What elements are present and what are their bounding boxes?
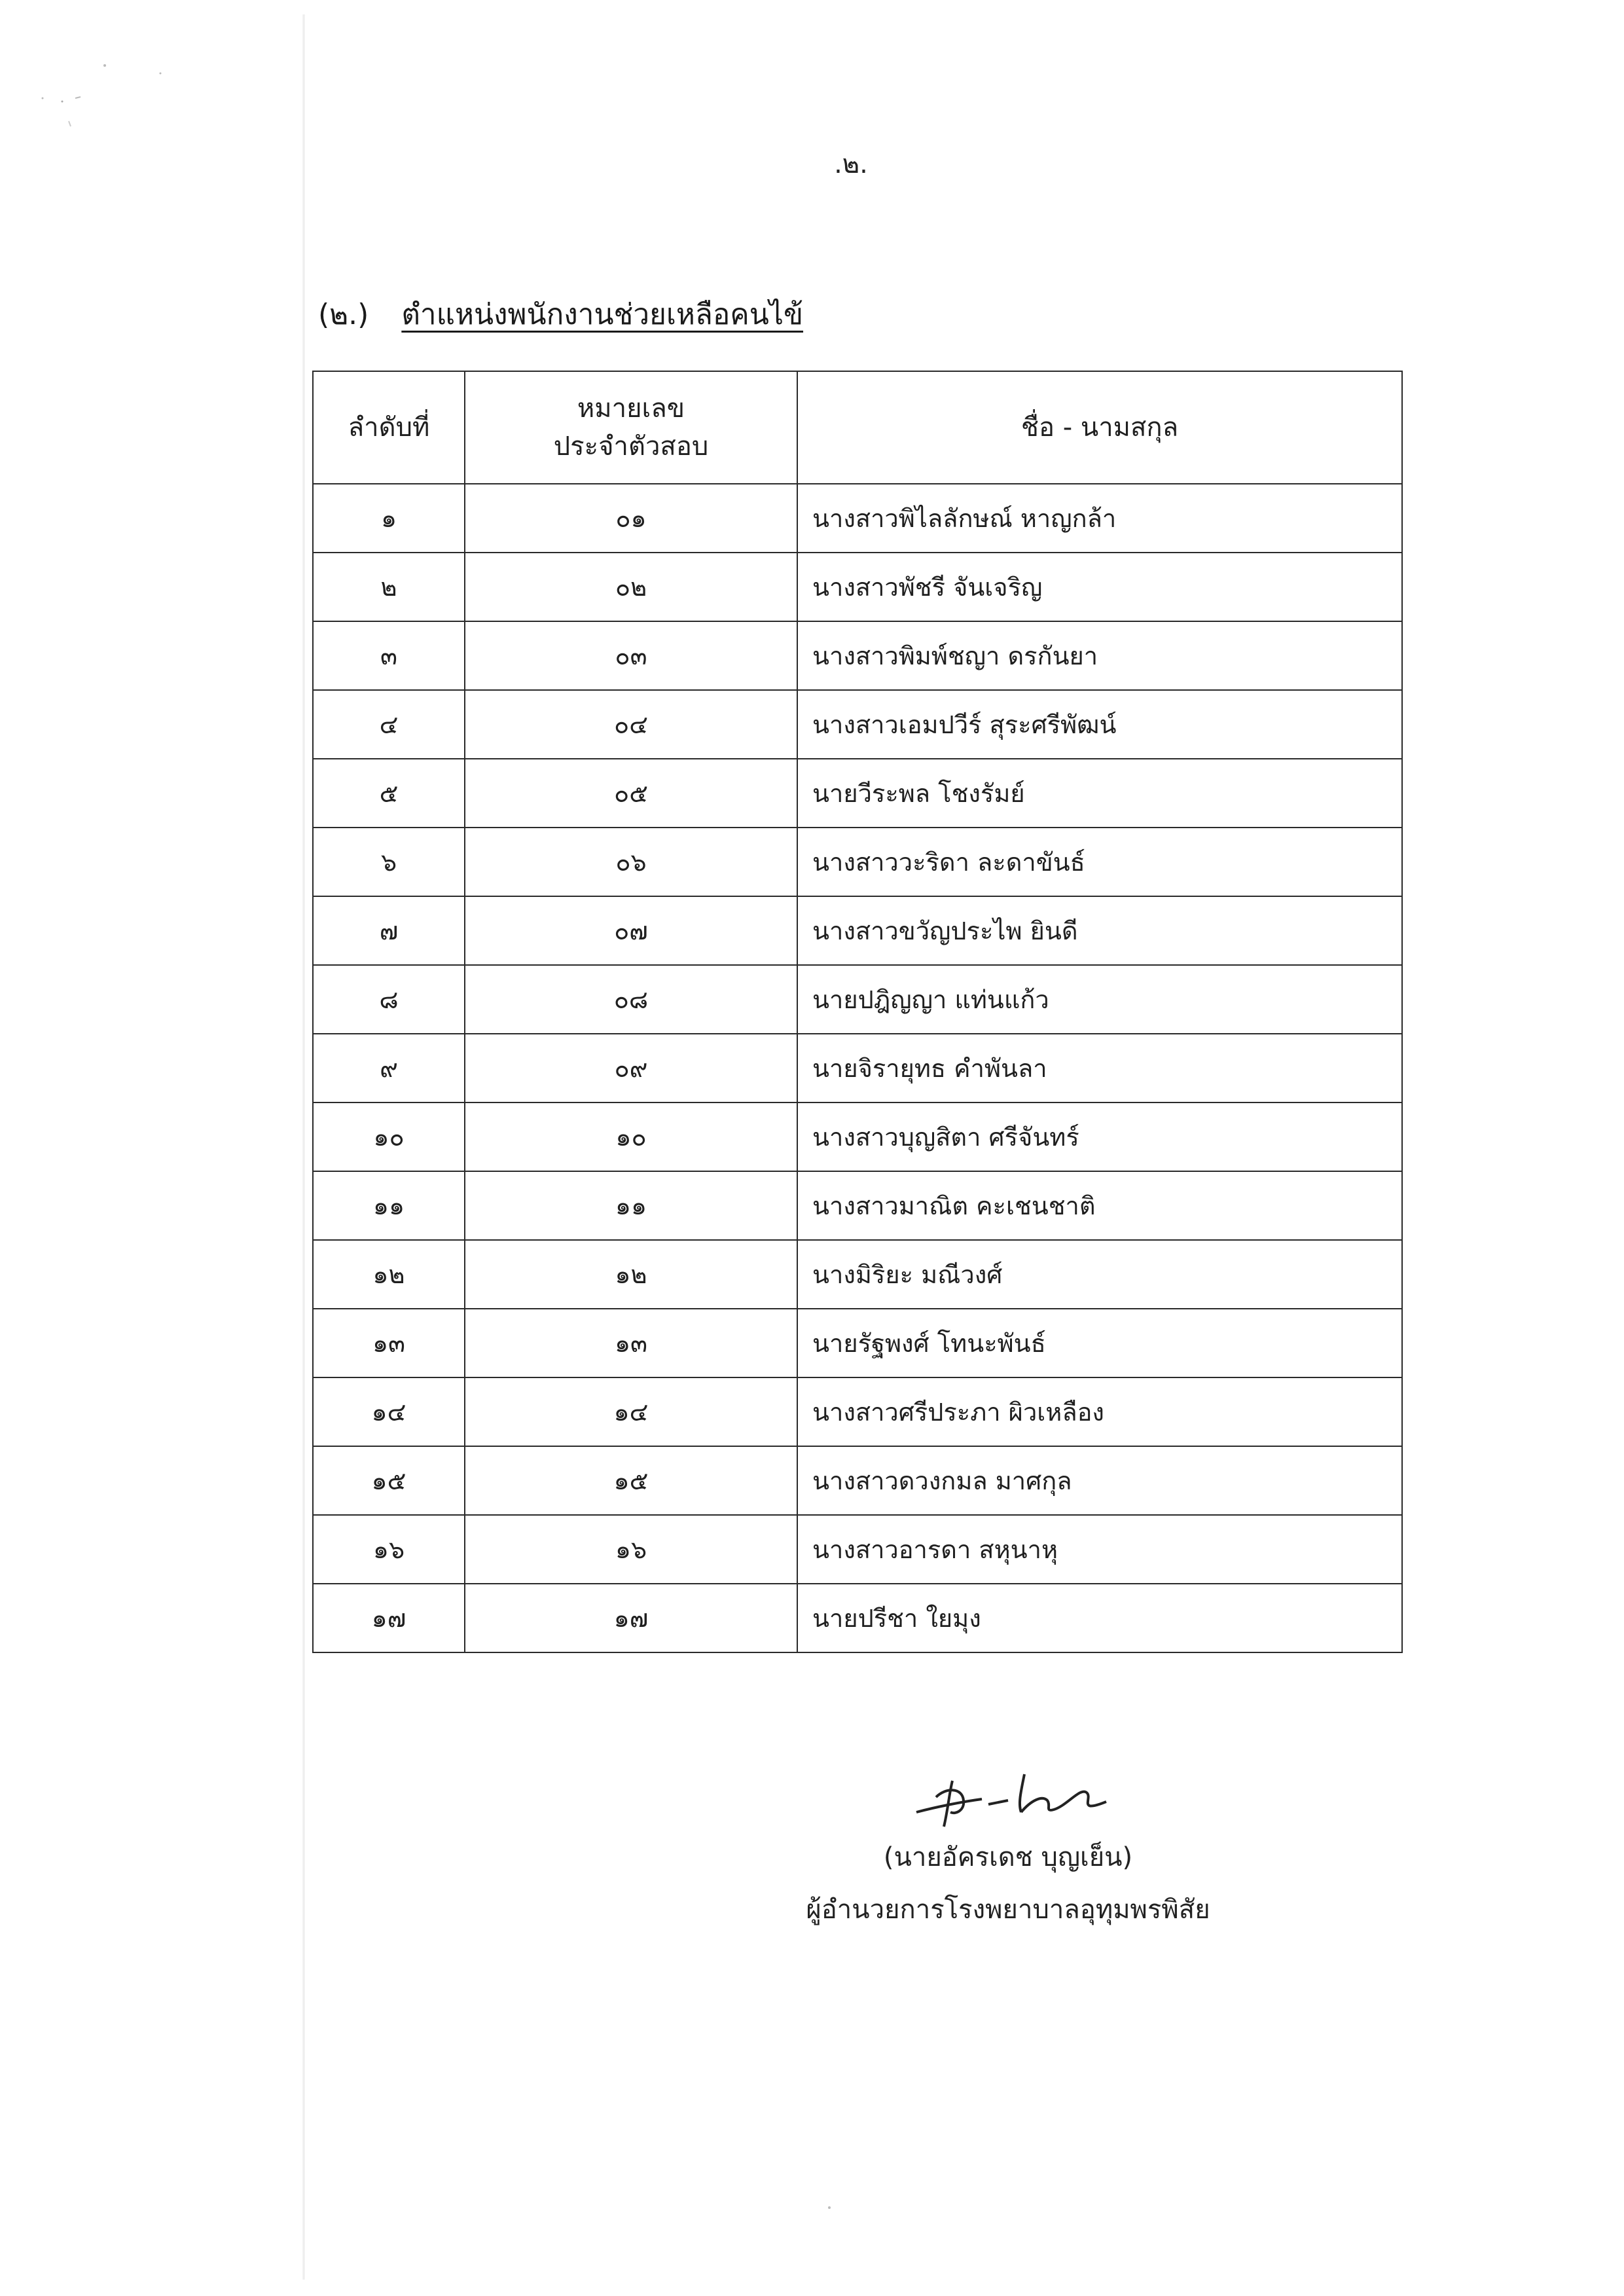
- cell-exam-id: ๑๒: [465, 1240, 797, 1309]
- table-header-row: [313, 371, 1402, 484]
- cell-name: นายปรีชา ใยมุง: [797, 1584, 1402, 1652]
- cell-name: นางมิริยะ มณีวงศ์: [797, 1240, 1402, 1309]
- cell-name: นายปฎิญญา แท่นแก้ว: [797, 965, 1402, 1034]
- table-row: [313, 484, 1402, 553]
- cell-order: ๑๓: [313, 1309, 465, 1377]
- cell-exam-id: ๐๓: [465, 621, 797, 690]
- cell-exam-id: ๐๔: [465, 690, 797, 759]
- scan-dot: [828, 2206, 831, 2209]
- header-exam-id-line1: หมายเลข: [577, 393, 685, 424]
- cell-order: ๕: [313, 759, 465, 828]
- table-row: [313, 1584, 1402, 1652]
- signatory-title: ผู้อำนวยการโรงพยาบาลอุทุมพรพิสัย: [806, 1895, 1210, 1925]
- table-body: [313, 484, 1402, 1652]
- section-number: (๒.): [318, 298, 369, 331]
- table-row: [313, 1171, 1402, 1240]
- cell-exam-id: ๐๘: [465, 965, 797, 1034]
- signatory-name: (นายอัครเดช บุญเย็น): [883, 1842, 1133, 1872]
- cell-exam-id: ๐๒: [465, 553, 797, 621]
- cell-order: ๑๖: [313, 1515, 465, 1584]
- table-row: [313, 1034, 1402, 1102]
- cell-order: ๑๐: [313, 1102, 465, 1171]
- cell-order: ๑๑: [313, 1171, 465, 1240]
- header-exam-id: [465, 371, 797, 484]
- cell-name: นางสาวเอมปวีร์ สุระศรีพัฒน์: [797, 690, 1402, 759]
- section-title: ตำแหน่งพนักงานช่วยเหลือคนไข้: [401, 298, 804, 331]
- cell-order: ๒: [313, 553, 465, 621]
- header-order: ลำดับที่: [313, 371, 465, 484]
- cell-exam-id: ๐๗: [465, 896, 797, 965]
- cell-exam-id: ๑๖: [465, 1515, 797, 1584]
- cell-name: นายวีระพล โชงรัมย์: [797, 759, 1402, 828]
- cell-exam-id: ๐๕: [465, 759, 797, 828]
- table-row: [313, 1240, 1402, 1309]
- cell-exam-id: ๐๑: [465, 484, 797, 553]
- cell-order: ๑๔: [313, 1377, 465, 1446]
- cell-order: ๔: [313, 690, 465, 759]
- table-row: [313, 1377, 1402, 1446]
- header-exam-id-line2: ประจำตัวสอบ: [553, 431, 709, 462]
- scan-shadow-edge: [302, 14, 305, 2280]
- table-row: [313, 1515, 1402, 1584]
- table-row: [313, 553, 1402, 621]
- cell-exam-id: ๐๖: [465, 828, 797, 896]
- header-name: ชื่อ - นามสกุล: [797, 371, 1402, 484]
- scan-specks: [39, 59, 177, 137]
- cell-name: นางสาวขวัญประไพ ยินดี: [797, 896, 1402, 965]
- cell-exam-id: ๑๕: [465, 1446, 797, 1515]
- cell-name: นางสาวมาณิต คะเชนชาติ: [797, 1171, 1402, 1240]
- cell-exam-id: ๑๓: [465, 1309, 797, 1377]
- cell-name: นางสาวอารดา สหุนาหุ: [797, 1515, 1402, 1584]
- table-row: [313, 621, 1402, 690]
- cell-name: นายจิรายุทธ คำพันลา: [797, 1034, 1402, 1102]
- candidate-table: [312, 371, 1403, 1653]
- table-row: [313, 896, 1402, 965]
- cell-name: นางสาวบุญสิตา ศรีจันทร์: [797, 1102, 1402, 1171]
- cell-order: ๓: [313, 621, 465, 690]
- cell-exam-id: ๑๔: [465, 1377, 797, 1446]
- cell-exam-id: ๐๙: [465, 1034, 797, 1102]
- cell-name: นางสาวพิไลลักษณ์ หาญกล้า: [797, 484, 1402, 553]
- cell-order: ๗: [313, 896, 465, 965]
- cell-order: ๑๒: [313, 1240, 465, 1309]
- cell-order: ๑๕: [313, 1446, 465, 1515]
- cell-exam-id: ๑๗: [465, 1584, 797, 1652]
- cell-name: นายรัฐพงศ์ โทนะพันธ์: [797, 1309, 1402, 1377]
- table-row: [313, 828, 1402, 896]
- cell-name: นางสาววะริดา ละดาขันธ์: [797, 828, 1402, 896]
- cell-name: นางสาวพิมพ์ชญา ดรกันยา: [797, 621, 1402, 690]
- table-row: [313, 1102, 1402, 1171]
- cell-name: นางสาวพัชรี จันเจริญ: [797, 553, 1402, 621]
- cell-exam-id: ๑๐: [465, 1102, 797, 1171]
- cell-name: นางสาวดวงกมล มาศกุล: [797, 1446, 1402, 1515]
- cell-exam-id: ๑๑: [465, 1171, 797, 1240]
- table-row: [313, 1309, 1402, 1377]
- cell-order: ๖: [313, 828, 465, 896]
- page-number: .๒.: [834, 149, 868, 179]
- table-row: [313, 759, 1402, 828]
- cell-order: ๘: [313, 965, 465, 1034]
- table-row: [313, 1446, 1402, 1515]
- section-heading: [318, 291, 803, 337]
- table-row: [313, 690, 1402, 759]
- cell-order: ๑: [313, 484, 465, 553]
- table-row: [313, 965, 1402, 1034]
- signature-block: [772, 1761, 1244, 1930]
- handwritten-signature: [890, 1761, 1126, 1833]
- cell-name: นางสาวศรีประภา ผิวเหลือง: [797, 1377, 1402, 1446]
- cell-order: ๑๗: [313, 1584, 465, 1652]
- cell-order: ๙: [313, 1034, 465, 1102]
